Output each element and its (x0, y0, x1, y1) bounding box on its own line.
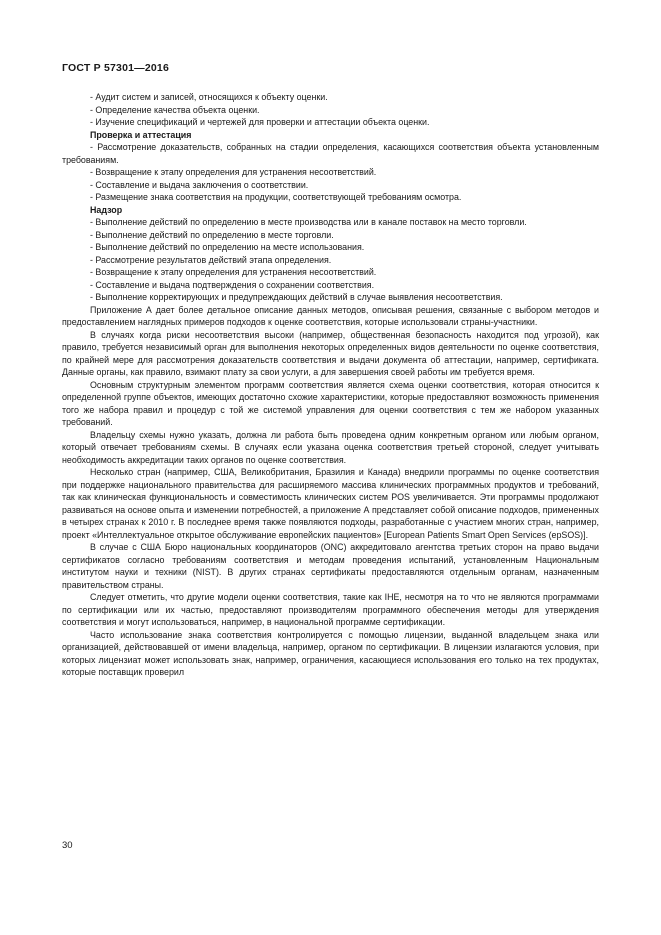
paragraph: Следует отметить, что другие модели оценки соответствия, такие как IHE, несмотря на то что не являются программами по сертификации или их частью, предоставляют производителям программного обеспечения методы для утверждения соответствия и могут использоваться, например, в национальной программе сертификации. (62, 592, 599, 627)
list-item: - Выполнение корректирующих и предупреждающих действий в случае выявления несоответствия. (90, 292, 503, 302)
paragraph: Владельцу схемы нужно указать, должна ли работа быть проведена одним конкретным органом или любым органом, который отвечает требованиям схемы. В случаях если указана оценка соответствия третьей стороной, следует учитывать необходимость аккредитации таких органов по оценке соответствия. (62, 429, 599, 465)
paragraph: Основным структурным элементом программ соответствия является схема оценки соответствия, которая относится к определенной группе объектов, имеющих достаточно схожие характеристики, которые предоставляют возможность применения того же набора правил и процедур с той же системой управления для оценки соответствия с тем же набором указанных требований. (62, 379, 599, 427)
section-heading-verification: Проверка и аттестация (90, 129, 192, 140)
list-item: - Возвращение к этапу определения для устранения несоответствий. (90, 167, 377, 177)
list-item: - Изучение спецификаций и чертежей для проверки и аттестации объекта оценки. (90, 117, 430, 127)
paragraph: В случае с США Бюро национальных координаторов (ONC) аккредитовало агентства третьих сторон на право выдачи сертификатов согласно требованиям соответствия и методам проведения испытаний, установленным Национальным институтом науки и техники (NIST). В других странах сертификаты предоставляются отдельным органам, назначенным правительством страны. (62, 542, 599, 590)
paragraph: Приложение А дает более детальное описание данных методов, описывая решения, связанные с выбором методов и предоставлением наглядных примеров подходов к оценке соответствия, которые использовали страны-участники. (62, 304, 599, 327)
list-item: - Составление и выдача заключения о соответствии. (90, 179, 309, 190)
list-item: - Выполнение действий по определению в месте торговли. (90, 229, 334, 240)
document-body (62, 91, 599, 679)
list-item: - Составление и выдача подтверждения о сохранении соответствия. (90, 279, 375, 290)
paragraph: Часто использование знака соответствия контролируется с помощью лицензии, выданной владельцем знака или организацией, действовавшей от имени владельца, например, органом по сертификации. В лицензии излагаются условия, при которых лицензиат может использовать знак, например, ограничения, касающиеся использования его только на тех продуктах, которые поставщик проверил (62, 629, 599, 677)
list-item: - Размещение знака соответствия на продукции, соответствующей требованиям осмотра. (90, 192, 462, 202)
list-item: - Рассмотрение доказательств, собранных на стадии определения, касающихся соответствия объекта установленным требованиям. (62, 142, 599, 165)
list-item: - Возвращение к этапу определения для устранения несоответствий. (90, 267, 377, 277)
list-item: - Выполнение действий по определению в месте производства или в канале поставок на место торговли. (90, 217, 527, 227)
document-header: ГОСТ Р 57301—2016 (62, 62, 170, 74)
list-item: - Определение качества объекта оценки. (90, 104, 260, 115)
paragraph: Несколько стран (например, США, Великобритания, Бразилия и Канада) внедрили программы по оценке соответствия при поддержке национального правительства для расширяемого массива клинических программных продуктов и требований, так как клиническая функциональность и совместимость клинических систем POS увеличивается. Эти программы продолжают развиваться на основе опыта и изменении потребностей, а приложение А представляет собой описание подходов, примененных в четырех странах к 2010 г. В последнее время также появляются подходы, разработанные с участием многих стран, например, проект «Интеллектуальное открытое обслуживание европейских пациентов» [European Patients Smart Open Services (epSOS)]. (62, 467, 599, 540)
list-item: - Аудит систем и записей, относящихся к объекту оценки. (90, 92, 328, 102)
section-heading-surveillance: Надзор (90, 204, 123, 215)
paragraph: В случаях когда риски несоответствия высоки (например, общественная безопасность находится под угрозой), как правило, требуется независимый орган для выполнения некоторых определенных видов деятельности по оценке соответствия, по крайней мере для рассмотрения доказательств соответствия и выдачи документа об аттестации, например, сертификата. Данные органы, как правило, взимают плату за свои услуги, а для завершения своей работы им требуется время. (62, 329, 599, 377)
list-item: - Выполнение действий по определению на месте использования. (90, 242, 365, 252)
list-item: - Рассмотрение результатов действий этапа определения. (90, 254, 332, 265)
page-number: 30 (62, 840, 73, 851)
